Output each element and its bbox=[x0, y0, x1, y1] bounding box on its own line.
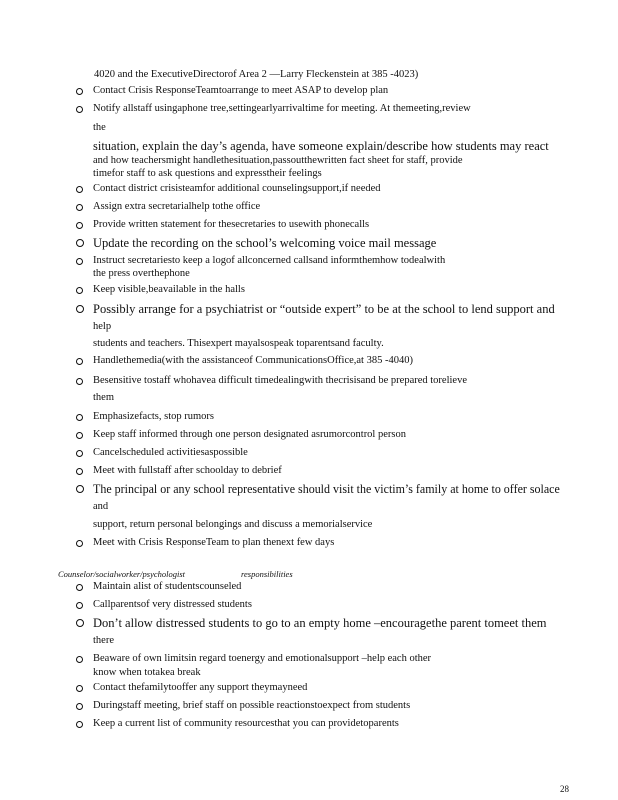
list-item-continuation: and how teachersmight handlethesituation,passoutthewritten fact sheet for staff, provide bbox=[93, 155, 463, 166]
bullet-icon bbox=[76, 468, 83, 475]
list-item: Meet with Crisis ResponseTeam to plan thenext few days bbox=[93, 537, 335, 548]
list-item: Duringstaff meeting, brief staff on possible reactionstoexpect from students bbox=[93, 700, 411, 711]
list-item: Contact Crisis ResponseTeamtoarrange to meet ASAP to develop plan bbox=[93, 85, 389, 96]
list-item: Don’t allow distressed students to go to an empty home –encouragethe parent tomeet them bbox=[93, 616, 547, 630]
list-item: Assign extra secretarialhelp tothe office bbox=[93, 201, 261, 212]
list-item-continuation: the press overthephone bbox=[93, 268, 190, 279]
bullet-icon bbox=[76, 186, 83, 193]
list-item-continuation: students and teachers. Thisexpert mayalsospeak toparentsand faculty. bbox=[93, 338, 384, 349]
bullet-icon bbox=[76, 703, 83, 710]
bullet-icon bbox=[76, 721, 83, 728]
list-item: Possibly arrange for a psychiatrist or “outside expert” to be at the school to lend support and bbox=[93, 302, 555, 316]
bullet-icon bbox=[76, 106, 83, 113]
bullet-icon bbox=[76, 485, 84, 493]
list-item: Callparentsof very distressed students bbox=[93, 599, 252, 610]
list-item-continuation: and bbox=[93, 501, 109, 512]
bullet-icon bbox=[76, 258, 83, 265]
bullet-icon bbox=[76, 222, 83, 229]
bullet-icon bbox=[76, 358, 83, 365]
list-item: Handlethemedia(with the assistanceof CommunicationsOffice,at 385 -4040) bbox=[93, 355, 413, 366]
list-item: Contact thefamilytooffer any support theymayneed bbox=[93, 682, 308, 693]
bullet-icon bbox=[76, 450, 83, 457]
list-item: Update the recording on the school’s welcoming voice mail message bbox=[93, 236, 437, 250]
list-item: Besensitive tostaff whohavea difficult timedealingwith thecrisisand be prepared torelieve bbox=[93, 375, 467, 386]
bullet-icon bbox=[76, 378, 83, 385]
bullet-icon bbox=[76, 88, 83, 95]
bullet-icon bbox=[76, 656, 83, 663]
section-heading-right: responsibilities bbox=[241, 569, 293, 579]
list-item: Meet with fullstaff after schoolday to debrief bbox=[93, 465, 282, 476]
bullet-icon bbox=[76, 414, 83, 421]
bullet-icon bbox=[76, 239, 84, 247]
list-item-continuation: 4020 and the ExecutiveDirectorof Area 2 —Larry Fleckenstein at 385 -4023) bbox=[94, 69, 419, 80]
list-item: The principal or any school representative should visit the victim’s family at home to offer solace bbox=[93, 482, 560, 496]
list-item: Keep staff informed through one person designated asrumorcontrol person bbox=[93, 429, 406, 440]
bullet-icon bbox=[76, 584, 83, 591]
list-item: Notify allstaff usingaphone tree,settingearlyarrivaltime for meeting. At themeeting,review bbox=[93, 103, 471, 114]
list-item: Keep a current list of community resourcesthat you can providetoparents bbox=[93, 718, 399, 729]
list-item: Provide written statement for thesecretaries to usewith phonecalls bbox=[93, 219, 370, 230]
list-item: Instruct secretariesto keep a logof allconcerned callsand informthemhow todealwith bbox=[93, 255, 446, 266]
list-item-continuation: the bbox=[93, 122, 106, 133]
bullet-icon bbox=[76, 619, 84, 627]
list-item-continuation: help bbox=[93, 321, 112, 332]
bullet-icon bbox=[76, 540, 83, 547]
bullet-icon bbox=[76, 602, 83, 609]
section-heading bbox=[58, 569, 293, 579]
bullet-icon bbox=[76, 287, 83, 294]
section-heading-left: Counselor/socialworker/psychologist bbox=[58, 569, 186, 579]
list-item-continuation: know when totakea break bbox=[93, 667, 201, 678]
list-item-continuation: situation, explain the day’s agenda, have someone explain/describe how students may react bbox=[93, 139, 549, 153]
list-item-continuation: support, return personal belongings and discuss a memorialservice bbox=[93, 519, 373, 530]
list-item-continuation: there bbox=[93, 635, 114, 646]
bullet-icon bbox=[76, 204, 83, 211]
bullet-icon bbox=[76, 305, 84, 313]
list-item-continuation: them bbox=[93, 392, 114, 403]
list-item: Keep visible,beavailable in the halls bbox=[93, 284, 245, 295]
page-number: 28 bbox=[560, 784, 569, 794]
bullet-icon bbox=[76, 432, 83, 439]
list-item: Maintain alist of studentscounseled bbox=[93, 581, 242, 592]
list-item-continuation: timefor staff to ask questions and expresstheir feelings bbox=[93, 168, 322, 179]
bullet-icon bbox=[76, 685, 83, 692]
list-item: Contact district crisisteamfor additional counselingsupport,if needed bbox=[93, 183, 381, 194]
list-item: Beaware of own limitsin regard toenergy and emotionalsupport –help each other bbox=[93, 653, 432, 664]
list-item: Cancelscheduled activitiesaspossible bbox=[93, 447, 248, 458]
list-item: Emphasizefacts, stop rumors bbox=[93, 411, 215, 422]
